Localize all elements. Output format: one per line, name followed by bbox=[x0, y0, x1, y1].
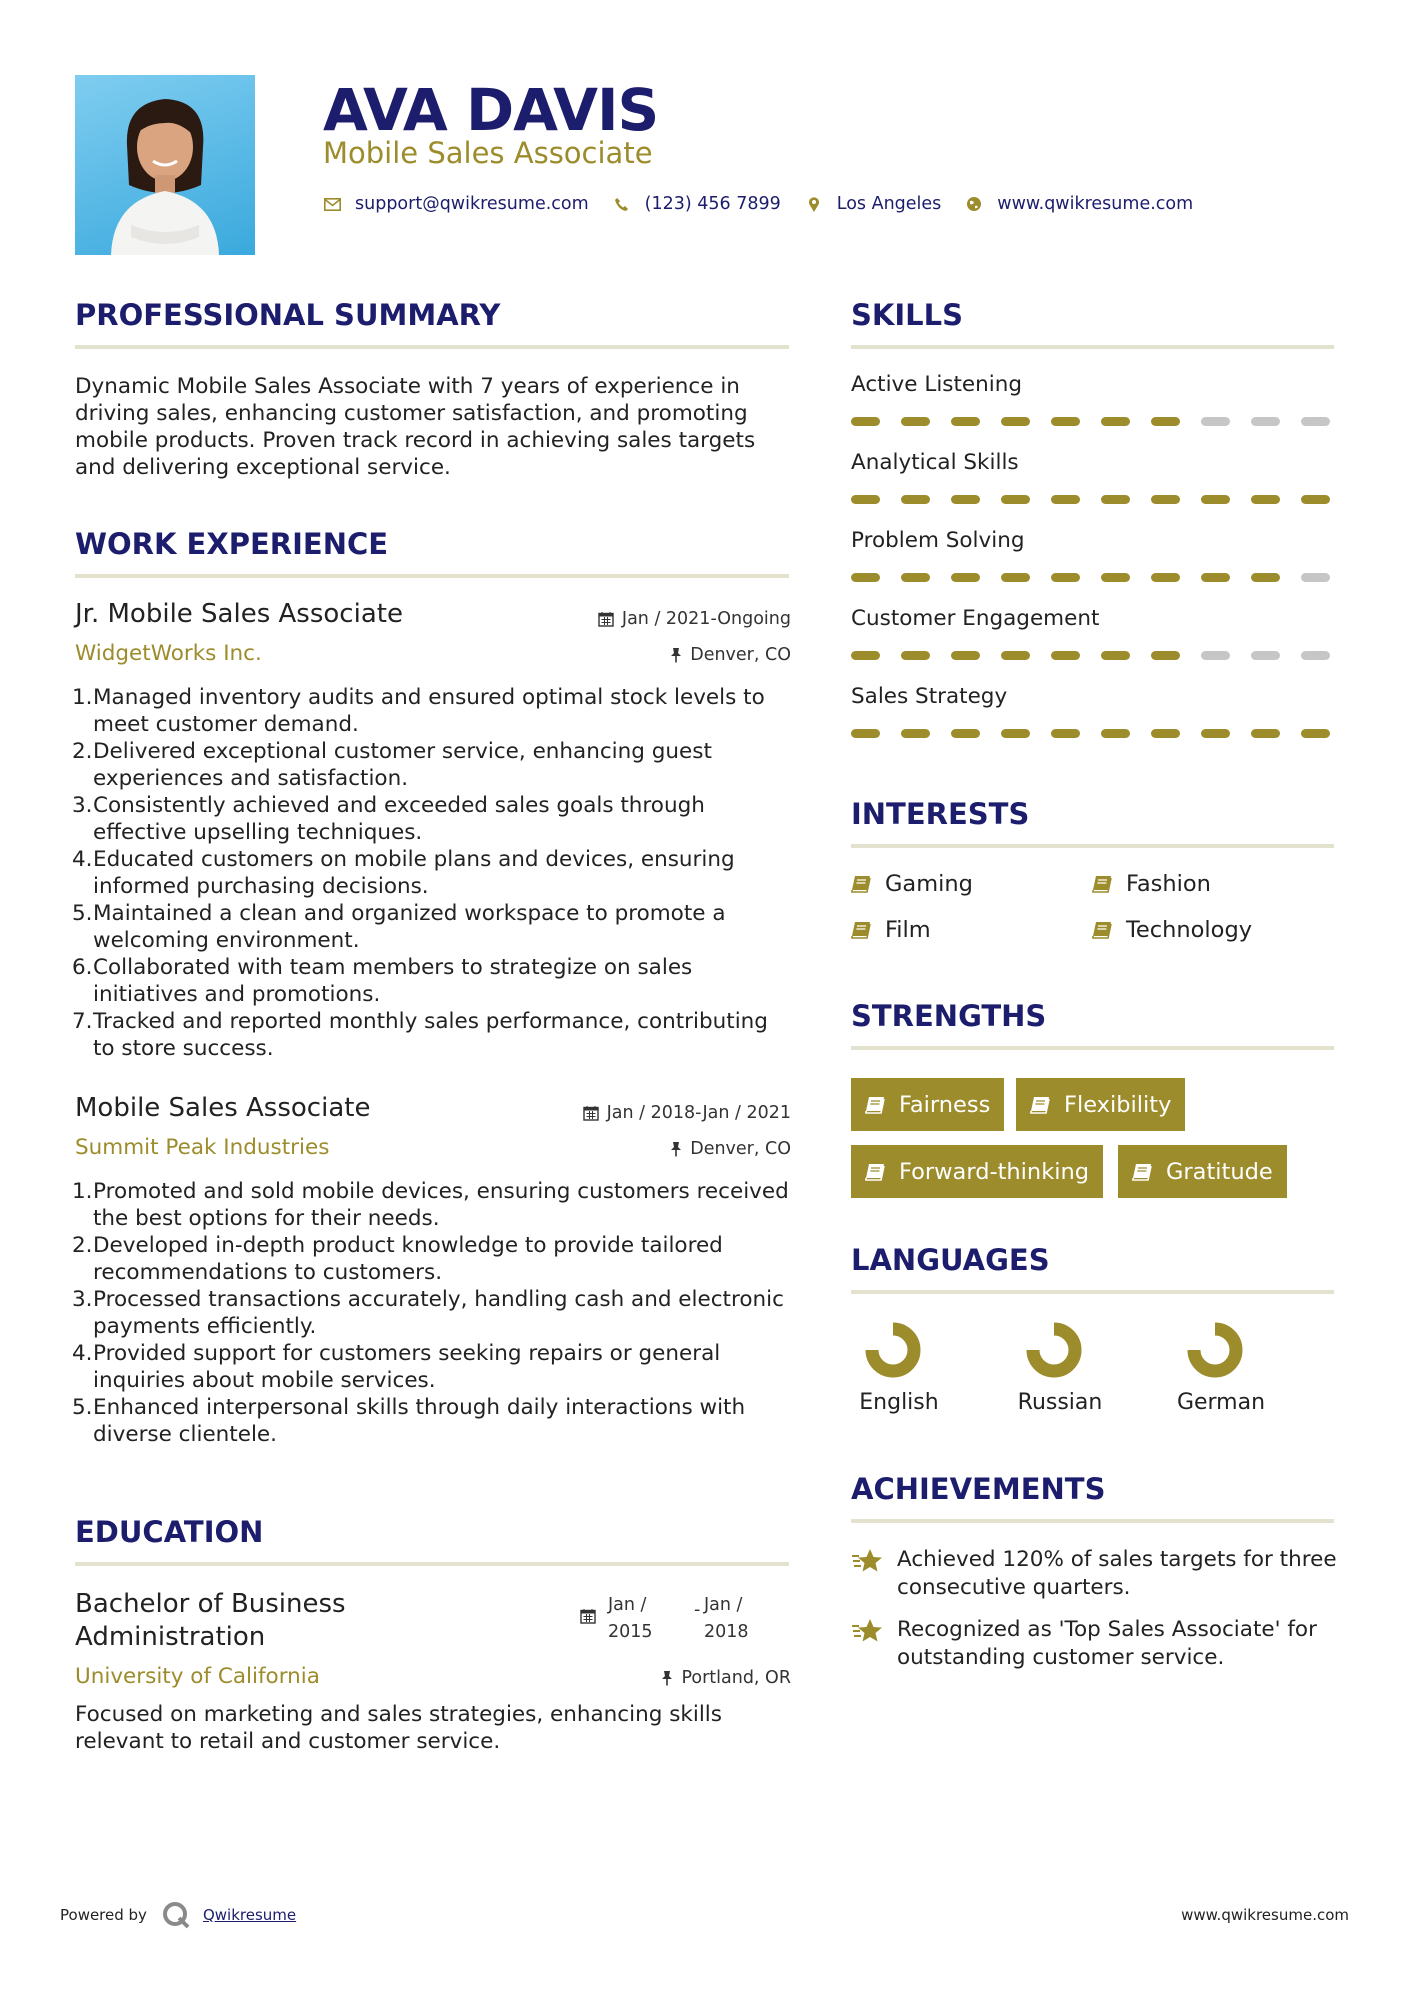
languages-list bbox=[851, 1320, 1334, 1420]
education-heading: EDUCATION bbox=[75, 1515, 264, 1549]
skill-rating-bar bbox=[851, 495, 1334, 504]
book-icon bbox=[851, 875, 871, 893]
contact-website[interactable]: www.qwikresume.com bbox=[997, 194, 1194, 214]
book-icon bbox=[851, 921, 871, 939]
skill-rating-dash bbox=[1301, 495, 1330, 504]
skill-rating-dash bbox=[1001, 417, 1030, 426]
interests-rule bbox=[851, 844, 1334, 848]
skill-rating-dash bbox=[1251, 573, 1280, 582]
skills-heading: SKILLS bbox=[851, 298, 963, 332]
skill-label: Problem Solving bbox=[851, 528, 1025, 553]
skill-rating-dash bbox=[1101, 417, 1130, 426]
skill-rating-dash bbox=[1101, 651, 1130, 660]
book-icon bbox=[1132, 1163, 1152, 1181]
calendar-icon bbox=[580, 1608, 596, 1628]
skill-rating-dash bbox=[851, 573, 880, 582]
skill-rating-dash bbox=[901, 651, 930, 660]
skill-rating-dash bbox=[1001, 573, 1030, 582]
skill-rating-dash bbox=[951, 495, 980, 504]
footer-website[interactable]: www.qwikresume.com bbox=[1181, 1906, 1349, 1924]
education-date-start: Jan / 2015 bbox=[608, 1595, 653, 1642]
skill-rating-dash bbox=[851, 495, 880, 504]
list-item: 1. Managed inventory audits and ensured optimal stock levels to meet customer demand. bbox=[72, 685, 765, 737]
interest-item bbox=[851, 917, 931, 943]
list-item: 2. Developed in-depth product knowledge to provide tailored recommendations to customers. bbox=[72, 1233, 723, 1285]
skill-rating-dash bbox=[1251, 495, 1280, 504]
job-dates-text: Jan / 2018-Jan / 2021 bbox=[606, 1103, 791, 1123]
job-location-text: Denver, CO bbox=[690, 645, 791, 665]
strengths-rule bbox=[851, 1046, 1334, 1050]
language-label: Russian bbox=[1017, 1390, 1103, 1415]
job-bullets bbox=[72, 684, 795, 1062]
skill-rating-dash bbox=[951, 573, 980, 582]
skill-rating-dash bbox=[1101, 573, 1130, 582]
skill-rating-dash bbox=[851, 729, 880, 738]
job-title: Mobile Sales Associate bbox=[75, 1093, 371, 1123]
map-pin-icon bbox=[805, 195, 823, 213]
book-icon bbox=[865, 1096, 885, 1114]
skill-rating-dash bbox=[1201, 573, 1230, 582]
language-level-ring bbox=[863, 1320, 923, 1380]
degree-title: Bachelor of Business Administration bbox=[75, 1589, 346, 1652]
job-company: WidgetWorks Inc. bbox=[75, 641, 262, 666]
skill-rating-dash bbox=[1201, 729, 1230, 738]
language-level-arc bbox=[872, 1329, 914, 1371]
strength-label: Forward-thinking bbox=[899, 1158, 1090, 1185]
strength-tag bbox=[1016, 1078, 1185, 1131]
language-item bbox=[1012, 1320, 1130, 1415]
skill-rating-dash bbox=[1051, 417, 1080, 426]
pin-icon bbox=[670, 1141, 682, 1157]
calendar-icon bbox=[598, 611, 614, 627]
book-icon bbox=[1092, 921, 1112, 939]
education-location-text: Portland, OR bbox=[681, 1668, 791, 1688]
list-item: 5. Enhanced interpersonal skills through daily interactions with diverse clientele. bbox=[72, 1395, 746, 1447]
skill-rating-dash bbox=[901, 417, 930, 426]
star-icon bbox=[851, 1546, 883, 1574]
language-level-ring bbox=[1185, 1320, 1245, 1380]
experience-heading: WORK EXPERIENCE bbox=[75, 527, 389, 561]
book-icon bbox=[1030, 1096, 1050, 1114]
skill-rating-dash bbox=[1001, 495, 1030, 504]
skill-rating-dash bbox=[1051, 495, 1080, 504]
strength-tag bbox=[851, 1145, 1103, 1198]
profile-photo bbox=[75, 75, 255, 255]
skill-rating-dash bbox=[1151, 651, 1180, 660]
summary-text: Dynamic Mobile Sales Associate with 7 years of experience in driving sales, enhancing customer satisfaction, and promoting mobile products. Proven track record in achieving sales targets and delivering exceptional service. bbox=[75, 374, 756, 480]
skill-rating-dash bbox=[1201, 651, 1230, 660]
language-level-arc bbox=[1194, 1329, 1236, 1371]
school-name: University of California bbox=[75, 1664, 320, 1689]
achievements-rule bbox=[851, 1519, 1334, 1523]
skill-row bbox=[851, 450, 1334, 528]
contact-phone[interactable]: (123) 456 7899 bbox=[644, 194, 781, 214]
achievement-text: Achieved 120% of sales targets for three consecutive quarters. bbox=[897, 1547, 1337, 1600]
skill-rating-dash bbox=[1251, 651, 1280, 660]
book-icon bbox=[1092, 875, 1112, 893]
interest-label: Film bbox=[885, 917, 931, 943]
list-item: 2. Delivered exceptional customer service, enhancing guest experiences and satisfaction. bbox=[72, 739, 712, 791]
skill-rating-dash bbox=[1251, 417, 1280, 426]
education-date-end: Jan / 2018 bbox=[704, 1595, 749, 1642]
skill-rating-dash bbox=[901, 495, 930, 504]
job-title: Jr. Mobile Sales Associate bbox=[75, 599, 403, 629]
skill-rating-dash bbox=[1301, 573, 1330, 582]
achievement-text: Recognized as 'Top Sales Associate' for outstanding customer service. bbox=[897, 1617, 1317, 1670]
skill-label: Analytical Skills bbox=[851, 450, 1019, 475]
experience-rule bbox=[75, 574, 789, 578]
powered-by-label: Powered by bbox=[60, 1906, 147, 1924]
summary-rule bbox=[75, 345, 789, 349]
book-icon bbox=[865, 1163, 885, 1181]
language-item bbox=[851, 1320, 969, 1415]
strength-label: Fairness bbox=[899, 1091, 991, 1118]
qwikresume-logo bbox=[161, 1900, 191, 1930]
language-item bbox=[1173, 1320, 1291, 1415]
interest-label: Gaming bbox=[885, 871, 973, 897]
footer-powered-by bbox=[60, 1900, 296, 1930]
list-item: 5. Maintained a clean and organized workspace to promote a welcoming environment. bbox=[72, 901, 726, 953]
pin-icon bbox=[670, 647, 682, 663]
globe-icon bbox=[965, 195, 983, 213]
skill-rating-dash bbox=[951, 417, 980, 426]
language-label: German bbox=[1176, 1390, 1266, 1415]
phone-icon bbox=[613, 195, 631, 213]
language-level-ring bbox=[1024, 1320, 1084, 1380]
interest-item bbox=[1092, 917, 1252, 943]
skill-rating-dash bbox=[851, 417, 880, 426]
job-dates bbox=[598, 609, 791, 629]
skill-rating-dash bbox=[1151, 495, 1180, 504]
envelope-icon bbox=[323, 195, 341, 213]
achievement-item bbox=[851, 1546, 1341, 1602]
interest-item bbox=[851, 871, 973, 897]
skill-rating-dash bbox=[1151, 573, 1180, 582]
skill-rating-dash bbox=[951, 651, 980, 660]
job-dates-text: Jan / 2021-Ongoing bbox=[621, 609, 791, 629]
skill-rating-dash bbox=[1301, 651, 1330, 660]
skill-rating-bar bbox=[851, 573, 1334, 582]
interest-item bbox=[1092, 871, 1211, 897]
strength-label: Flexibility bbox=[1064, 1091, 1172, 1118]
skill-rating-dash bbox=[1201, 495, 1230, 504]
job-dates bbox=[583, 1103, 791, 1123]
skill-rating-dash bbox=[1051, 573, 1080, 582]
list-item: 1. Promoted and sold mobile devices, ensuring customers received the best options for their needs. bbox=[72, 1179, 789, 1231]
skill-label: Customer Engagement bbox=[851, 606, 1100, 631]
summary-heading: PROFESSIONAL SUMMARY bbox=[75, 298, 501, 332]
languages-rule bbox=[851, 1290, 1334, 1294]
strengths-heading: STRENGTHS bbox=[851, 999, 1047, 1033]
skill-rating-dash bbox=[1301, 729, 1330, 738]
star-icon bbox=[851, 1616, 883, 1644]
skill-rating-dash bbox=[1251, 729, 1280, 738]
languages-heading: LANGUAGES bbox=[851, 1243, 1050, 1277]
contact-email[interactable]: support@qwikresume.com bbox=[355, 194, 589, 214]
skill-rating-bar bbox=[851, 729, 1334, 738]
achievements-heading: ACHIEVEMENTS bbox=[851, 1472, 1106, 1506]
job-bullets bbox=[72, 1178, 795, 1448]
strength-label: Gratitude bbox=[1166, 1158, 1273, 1185]
skill-label: Sales Strategy bbox=[851, 684, 1008, 709]
skill-rating-dash bbox=[1001, 729, 1030, 738]
list-item: 3. Processed transactions accurately, handling cash and electronic payments efficiently. bbox=[72, 1287, 784, 1339]
skill-row bbox=[851, 684, 1334, 762]
achievement-item bbox=[851, 1616, 1341, 1672]
job-location bbox=[670, 645, 791, 665]
skill-rating-bar bbox=[851, 651, 1334, 660]
job-company: Summit Peak Industries bbox=[75, 1135, 330, 1160]
candidate-title: Mobile Sales Associate bbox=[323, 136, 653, 170]
strength-tag bbox=[851, 1078, 1004, 1131]
skill-rating-dash bbox=[951, 729, 980, 738]
candidate-name: AVA DAVIS bbox=[323, 76, 659, 144]
skill-rating-dash bbox=[1151, 417, 1180, 426]
footer-brand-link[interactable]: Qwikresume bbox=[202, 1906, 297, 1924]
job-location-text: Denver, CO bbox=[690, 1139, 791, 1159]
skill-row bbox=[851, 372, 1334, 450]
interest-label: Technology bbox=[1126, 917, 1253, 943]
skill-rating-dash bbox=[901, 573, 930, 582]
calendar-icon bbox=[583, 1105, 599, 1121]
skill-rating-dash bbox=[1151, 729, 1180, 738]
interests-heading: INTERESTS bbox=[851, 797, 1030, 831]
list-item: 6. Collaborated with team members to strategize on sales initiatives and promotions. bbox=[72, 955, 693, 1007]
skill-rating-dash bbox=[1101, 729, 1130, 738]
strength-tag bbox=[1118, 1145, 1287, 1198]
education-text: Focused on marketing and sales strategies, enhancing skills relevant to retail and customer service. bbox=[75, 1702, 722, 1754]
education-date-separator: - bbox=[694, 1600, 701, 1620]
skill-rating-dash bbox=[1301, 417, 1330, 426]
list-item: 3. Consistently achieved and exceeded sales goals through effective upselling techniques. bbox=[72, 793, 705, 845]
skills-rule bbox=[851, 345, 1334, 349]
language-level-arc bbox=[1033, 1329, 1075, 1371]
interest-label: Fashion bbox=[1126, 871, 1211, 897]
pin-icon bbox=[661, 1670, 673, 1686]
skill-rating-dash bbox=[1001, 651, 1030, 660]
skill-rating-dash bbox=[1051, 651, 1080, 660]
education-location bbox=[661, 1668, 791, 1688]
list-item: 4. Educated customers on mobile plans and devices, ensuring informed purchasing decisions. bbox=[72, 847, 735, 899]
skill-rating-dash bbox=[1101, 495, 1130, 504]
language-label: English bbox=[859, 1390, 939, 1415]
list-item: 4. Provided support for customers seeking repairs or general inquiries about mobile services. bbox=[72, 1341, 721, 1393]
education-rule bbox=[75, 1562, 789, 1566]
skill-label: Active Listening bbox=[851, 372, 1023, 397]
skill-row bbox=[851, 606, 1334, 684]
contact-bar bbox=[323, 194, 1217, 214]
job-location bbox=[670, 1139, 791, 1159]
skill-rating-dash bbox=[1201, 417, 1230, 426]
list-item: 7. Tracked and reported monthly sales performance, contributing to store success. bbox=[72, 1009, 768, 1061]
contact-location: Los Angeles bbox=[836, 194, 942, 214]
skill-rating-dash bbox=[851, 651, 880, 660]
skill-rating-dash bbox=[1051, 729, 1080, 738]
skill-row bbox=[851, 528, 1334, 606]
skill-rating-bar bbox=[851, 417, 1334, 426]
skill-rating-dash bbox=[901, 729, 930, 738]
skills-list bbox=[851, 372, 1334, 762]
